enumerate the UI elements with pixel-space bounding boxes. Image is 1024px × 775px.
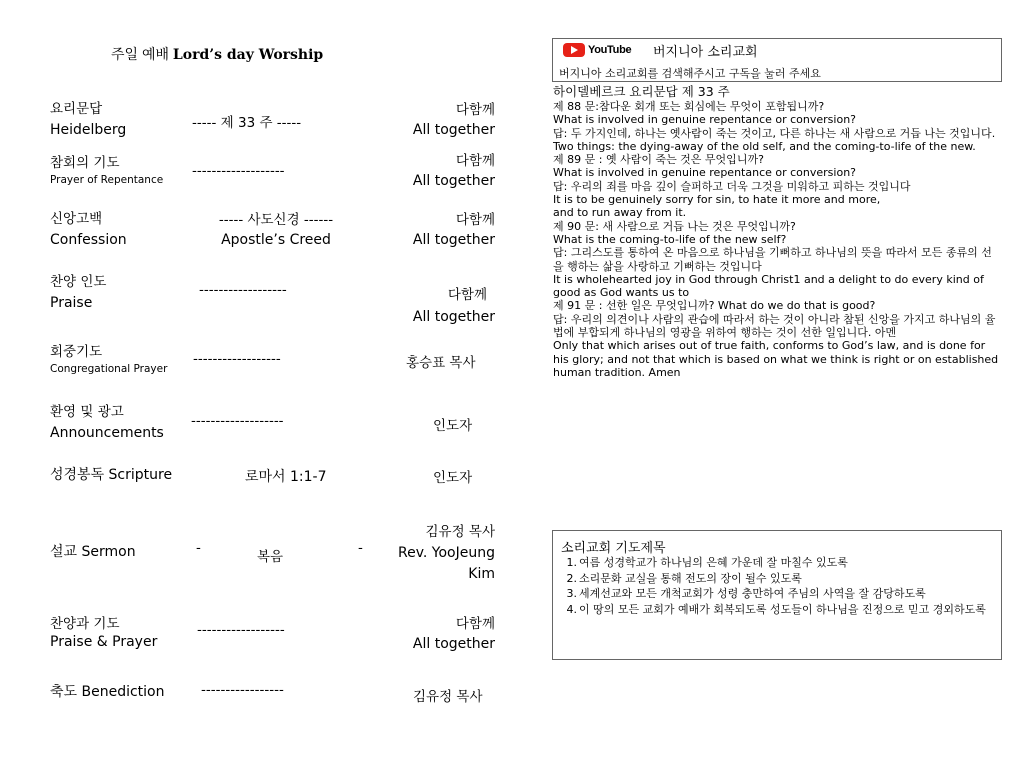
order-detail: ------------------ [197, 622, 285, 638]
order-label-ko: 회중기도 [50, 344, 103, 360]
order-item-congregational-prayer [50, 343, 167, 376]
order-detail-line2: Apostle’s Creed [221, 232, 331, 248]
prayer-item-text: 여름 성경학교가 하나님의 은혜 가운데 잘 마칠수 있도록 [579, 556, 848, 569]
order-label-ko: 환영 및 광고 [50, 404, 124, 420]
prayer-item [566, 586, 989, 602]
order-detail: 로마서 1:1-7 [245, 469, 327, 485]
catechism-line: What is involved in genuine repentance or conversion? [553, 113, 857, 127]
order-detail: ------------------ [199, 282, 287, 298]
order-leader: 인도자 [433, 418, 473, 434]
prayer-item-number: 3. [566, 587, 577, 600]
order-detail [186, 210, 366, 250]
prayer-requests-list [566, 555, 989, 617]
order-detail-dash-left: - [196, 540, 201, 556]
order-detail: ------------------- [192, 163, 285, 179]
catechism-line: What is the coming-to-life of the new self? [553, 232, 787, 246]
order-item-benediction: 축도 Benediction [50, 684, 165, 700]
order-item-praise-prayer [50, 615, 157, 651]
order-label-en: Praise [50, 295, 93, 311]
catechism-line: It is to be genuinely sorry for sin, to hate it more and more, [553, 193, 881, 207]
order-label-en: Announcements [50, 425, 164, 441]
catechism-line: 제 88 문:참다운 회개 또는 회심에는 무엇이 포함됩니까? [553, 100, 825, 113]
order-leader [398, 522, 495, 585]
prayer-requests-title: 소리교회 기도제목 [561, 541, 666, 556]
catechism-line: 답: 두 가지인데, 하나는 옛사람이 죽는 것이고, 다른 하나는 새 사람으로 거듭 나는 것입니다. [553, 126, 996, 140]
order-label-en: Prayer of Repentance [50, 174, 164, 186]
prayer-item [566, 602, 989, 618]
order-detail: ------------------- [191, 413, 284, 429]
order-item-announcements [50, 403, 164, 443]
order-label-ko: 찬양 인도 [50, 274, 107, 290]
prayer-item [566, 571, 989, 587]
order-leader-ko: 다함께 [447, 287, 487, 303]
youtube-instruction: 버지니아 소리교회를 검색해주시고 구독을 눌러 주세요 [559, 67, 821, 80]
catechism-line: Two things: the dying-away of the old self, and the coming-to-life of the new. [553, 139, 976, 153]
order-leader-en: Rev. YooJeung [397, 545, 495, 561]
order-detail-dash-right: - [358, 540, 363, 556]
prayer-item-text: 소리문화 교실을 통해 전도의 장이 될수 있도록 [579, 571, 802, 585]
youtube-logo[interactable] [563, 43, 631, 57]
prayer-item-text: 세계선교와 모든 개척교회가 성령 충만하여 주님의 사역을 잘 감당하도록 [579, 587, 926, 600]
order-leader-en: All together [412, 309, 495, 325]
order-leader: 홍승표 목사 [406, 355, 476, 371]
worship-title [111, 44, 323, 64]
prayer-item-number: 1. [566, 556, 577, 569]
order-detail: ----- 제 33 주 ----- [192, 115, 302, 131]
order-leader-ko: 김유정 목사 [425, 524, 495, 540]
order-item-praise [50, 273, 106, 313]
order-leader-en: All together [412, 232, 495, 248]
catechism-line: 답: 우리의 의견이나 사람의 관습에 따라서 하는 것이 아니라 참된 신앙을 가지고 하나님의 율법에 부합되게 하나님의 영광을 위하여 행하는 것이 선한 일입니다. 아멘 [553, 312, 996, 340]
order-label-ko: 요리문답 [50, 101, 103, 117]
catechism-line: Only that which arises out of true faith, conforms to God’s law, and is done for his glory; and not that which is based on what we think is right or on established human tradition. Amen [553, 339, 999, 379]
order-item-sermon: 설교 Sermon [50, 544, 136, 560]
order-label-en: Congregational Prayer [50, 363, 168, 375]
order-leader [413, 284, 495, 328]
order-leader-en: All together [412, 636, 495, 652]
order-leader: 김유정 목사 [413, 689, 483, 705]
order-leader: 인도자 [433, 470, 473, 486]
order-leader [413, 614, 495, 654]
catechism-line: and to run away from it. [553, 206, 687, 220]
order-detail: ------------------ [193, 351, 281, 367]
prayer-item-number: 2. [566, 571, 577, 585]
order-leader-ko: 다함께 [455, 102, 495, 118]
prayer-item-text: 이 땅의 모든 교회가 예배가 회복되도록 성도들이 하나님을 진정으로 믿고 경외하도록 [579, 602, 986, 616]
catechism-line: 답: 우리의 죄를 마음 깊이 슬퍼하고 더욱 그것을 미워하고 피하는 것입니다 [553, 179, 911, 193]
catechism-text [553, 100, 999, 379]
order-leader-ko: 다함께 [455, 212, 495, 228]
order-item-heidelberg [50, 100, 126, 140]
prayer-item-number: 4. [566, 602, 577, 616]
worship-title-korean: 주일 예배 [111, 46, 169, 62]
order-leader-en: All together [412, 173, 495, 189]
youtube-box [552, 38, 1002, 82]
order-item-scripture: 성경봉독 Scripture [50, 467, 173, 483]
catechism-line: It is wholehearted joy in God through Christ1 and a delight to do every kind of good as God wants us to [553, 272, 984, 300]
catechism-line: 답: 그리스도를 통하여 온 마음으로 하나님을 기뻐하고 하나님의 뜻을 따라서 모든 종류의 선을 행하는 삶을 사랑하고 기뻐하는 것입니다 [553, 246, 992, 273]
order-item-repentance [50, 154, 163, 187]
order-label-en: Praise & Prayer [50, 634, 158, 650]
order-leader-en-2: Kim [468, 566, 495, 582]
worship-title-english: Lord’s day Worship [172, 47, 324, 63]
order-label-en: Heidelberg [50, 122, 127, 138]
order-label-ko: 참회의 기도 [50, 155, 120, 171]
youtube-church-name: 버지니아 소리교회 [653, 45, 758, 60]
prayer-item [566, 555, 989, 571]
order-label-en: Confession [50, 232, 127, 248]
catechism-line: 제 91 문 : 선한 일은 무엇입니까? What do we do that is good? [553, 299, 876, 313]
order-leader-ko: 다함께 [455, 153, 495, 169]
order-detail-line: ----- 사도신경 ------ [218, 212, 334, 228]
prayer-requests-box [552, 530, 1002, 660]
youtube-logo-text: YouTube [588, 44, 632, 56]
order-detail: ----------------- [201, 682, 284, 698]
catechism-line: 제 90 문: 새 사람으로 거듭 나는 것은 무엇입니까? [553, 219, 796, 233]
order-item-confession [50, 210, 127, 250]
catechism-line: 제 89 문 : 옛 사람이 죽는 것은 무엇입니까? [553, 153, 764, 167]
order-leader-en: All together [412, 122, 495, 138]
order-leader [413, 151, 495, 191]
order-label-ko: 신앙고백 [50, 211, 103, 227]
order-label-ko: 찬양과 기도 [50, 616, 120, 632]
order-detail: 복음 [257, 549, 284, 565]
order-leader [413, 210, 495, 250]
youtube-play-icon [563, 43, 585, 57]
catechism-title: 하이델베르크 요리문답 제 33 주 [553, 84, 730, 99]
order-leader-ko: 다함께 [455, 616, 495, 632]
catechism-line: What is involved in genuine repentance or conversion? [553, 166, 857, 180]
order-leader [413, 100, 495, 140]
